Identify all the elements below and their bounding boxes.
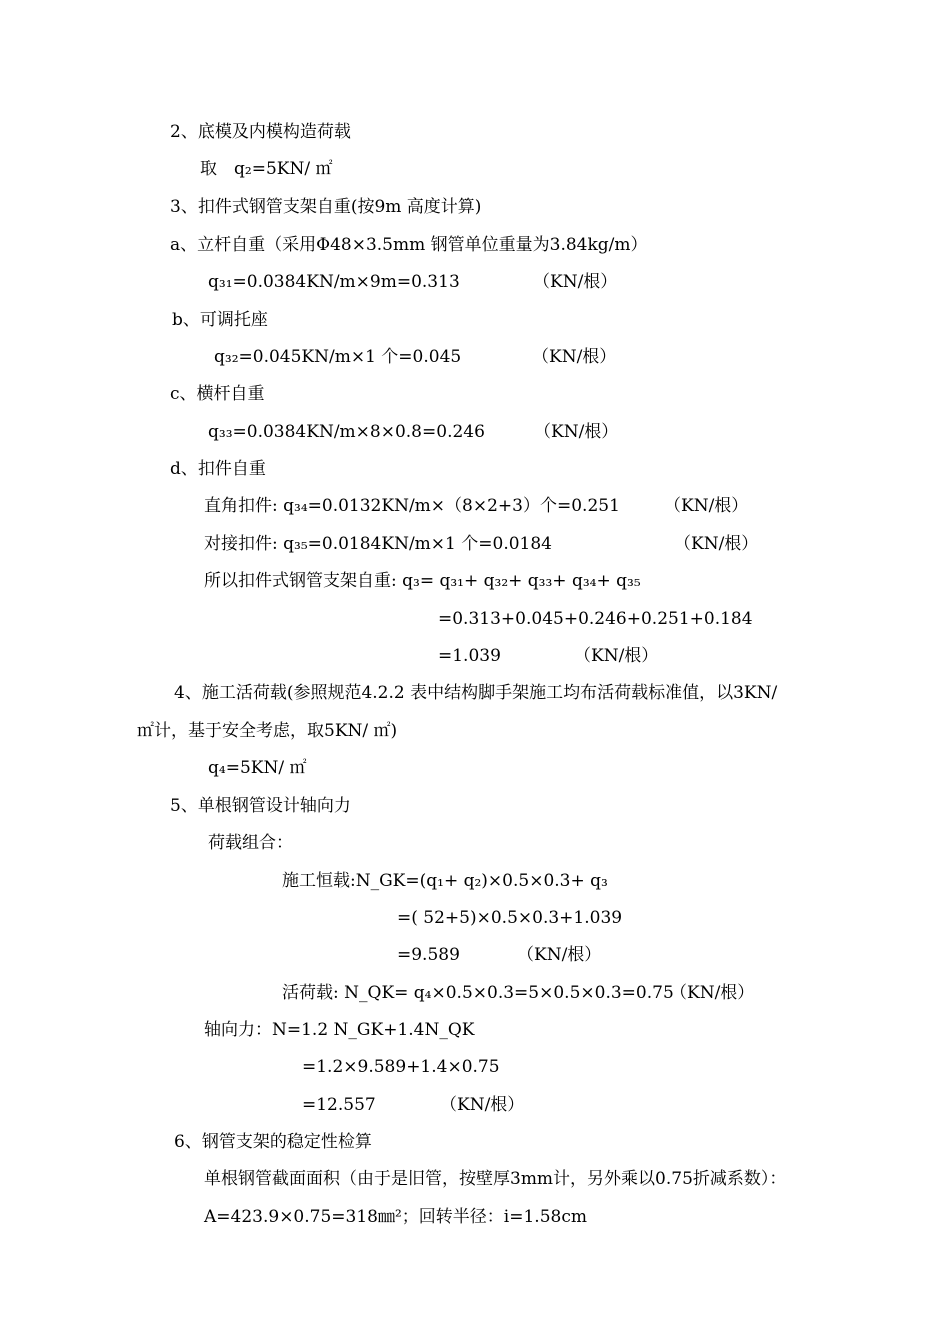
formula-ngk-expansion: =( 52+5)×0.5×0.3+1.039: [397, 908, 623, 928]
formula-axial-n: 轴向力：N=1.2 N_GK+1.4N_QK: [204, 1020, 475, 1040]
formula-q3-result: [438, 645, 659, 667]
formula-q31: [208, 271, 618, 293]
formula-q2: 取 q₂=5KN/ ㎡: [200, 159, 333, 179]
heading-stability-check: 6、钢管支架的稳定性检算: [174, 1132, 372, 1152]
formula-q34-unit: （KN/根）: [664, 496, 749, 516]
formula-q35-text: 对接扣件: q₃₅=0.0184KN/m×1 个=0.0184: [204, 534, 552, 554]
formula-q3-result-unit: （KN/根）: [574, 646, 659, 666]
formula-nqk-unit: （KN/根）: [670, 983, 755, 1003]
formula-q32: [214, 346, 617, 368]
formula-ngk: 施工恒载:N_GK=(q₁+ q₂)×0.5×0.3+ q₃: [282, 871, 608, 891]
formula-ngk-result-text: =9.589: [397, 945, 460, 965]
formula-nqk: [282, 982, 755, 1004]
label-load-combination: 荷载组合：: [208, 833, 293, 853]
formula-q3-expansion: =0.313+0.045+0.246+0.251+0.184: [438, 609, 753, 629]
item-d-coupler-weight: d、扣件自重: [170, 459, 266, 479]
formula-axial-n-result-unit: （KN/根）: [440, 1095, 525, 1115]
formula-q31-unit: （KN/根）: [533, 272, 618, 292]
heading-axial-force: 5、单根钢管设计轴向力: [170, 796, 351, 816]
heading-live-load-cont: ㎡计，基于安全考虑，取5KN/ ㎡): [137, 721, 398, 741]
heading-scaffold-weight: 3、扣件式钢管支架自重(按9m 高度计算): [170, 197, 482, 217]
formula-q35-unit: （KN/根）: [674, 534, 759, 554]
text-section-area: 单根钢管截面面积（由于是旧管，按壁厚3mm计，另外乘以0.75折减系数）：: [204, 1169, 787, 1189]
item-c-crossbar-weight: c、横杆自重: [170, 384, 265, 404]
formula-q34-text: 直角扣件: q₃₄=0.0132KN/m×（8×2+3）个=0.251: [204, 496, 620, 516]
heading-live-load: 4、施工活荷载(参照规范4.2.2 表中结构脚手架施工均布活荷载标准值，以3KN/: [174, 683, 778, 703]
formula-axial-n-result-text: =12.557: [302, 1095, 376, 1115]
formula-q33: [208, 421, 619, 443]
formula-q32-unit: （KN/根）: [532, 347, 617, 367]
formula-q34: [204, 495, 749, 517]
formula-q31-text: q₃₁=0.0384KN/m×9m=0.313: [208, 272, 460, 292]
formula-axial-n-expansion: =1.2×9.589+1.4×0.75: [302, 1057, 500, 1077]
formula-ngk-result: [397, 944, 602, 966]
formula-q32-text: q₃₂=0.045KN/m×1 个=0.045: [214, 347, 462, 367]
formula-area-radius: A=423.9×0.75=318㎜²；回转半径：i=1.58cm: [204, 1207, 587, 1227]
item-a-pole-weight: a、立杆自重（采用Φ48×3.5mm 钢管单位重量为3.84kg/m）: [170, 235, 648, 255]
formula-q3-sum: 所以扣件式钢管支架自重: q₃= q₃₁+ q₃₂+ q₃₃+ q₃₄+ q₃₅: [204, 571, 641, 591]
formula-q4: q₄=5KN/ ㎡: [208, 758, 307, 778]
formula-q33-text: q₃₃=0.0384KN/m×8×0.8=0.246: [208, 422, 485, 442]
formula-axial-n-result: [302, 1094, 525, 1116]
formula-q35: [204, 533, 759, 555]
formula-nqk-text: 活荷载: N_QK= q₄×0.5×0.3=5×0.5×0.3=0.75: [282, 983, 674, 1003]
item-b-adjustable-support: b、可调托座: [172, 310, 268, 330]
formula-q33-unit: （KN/根）: [534, 422, 619, 442]
formula-q3-result-text: =1.039: [438, 646, 501, 666]
heading-bottom-form-load: 2、底模及内模构造荷载: [170, 122, 351, 142]
formula-ngk-result-unit: （KN/根）: [517, 945, 602, 965]
